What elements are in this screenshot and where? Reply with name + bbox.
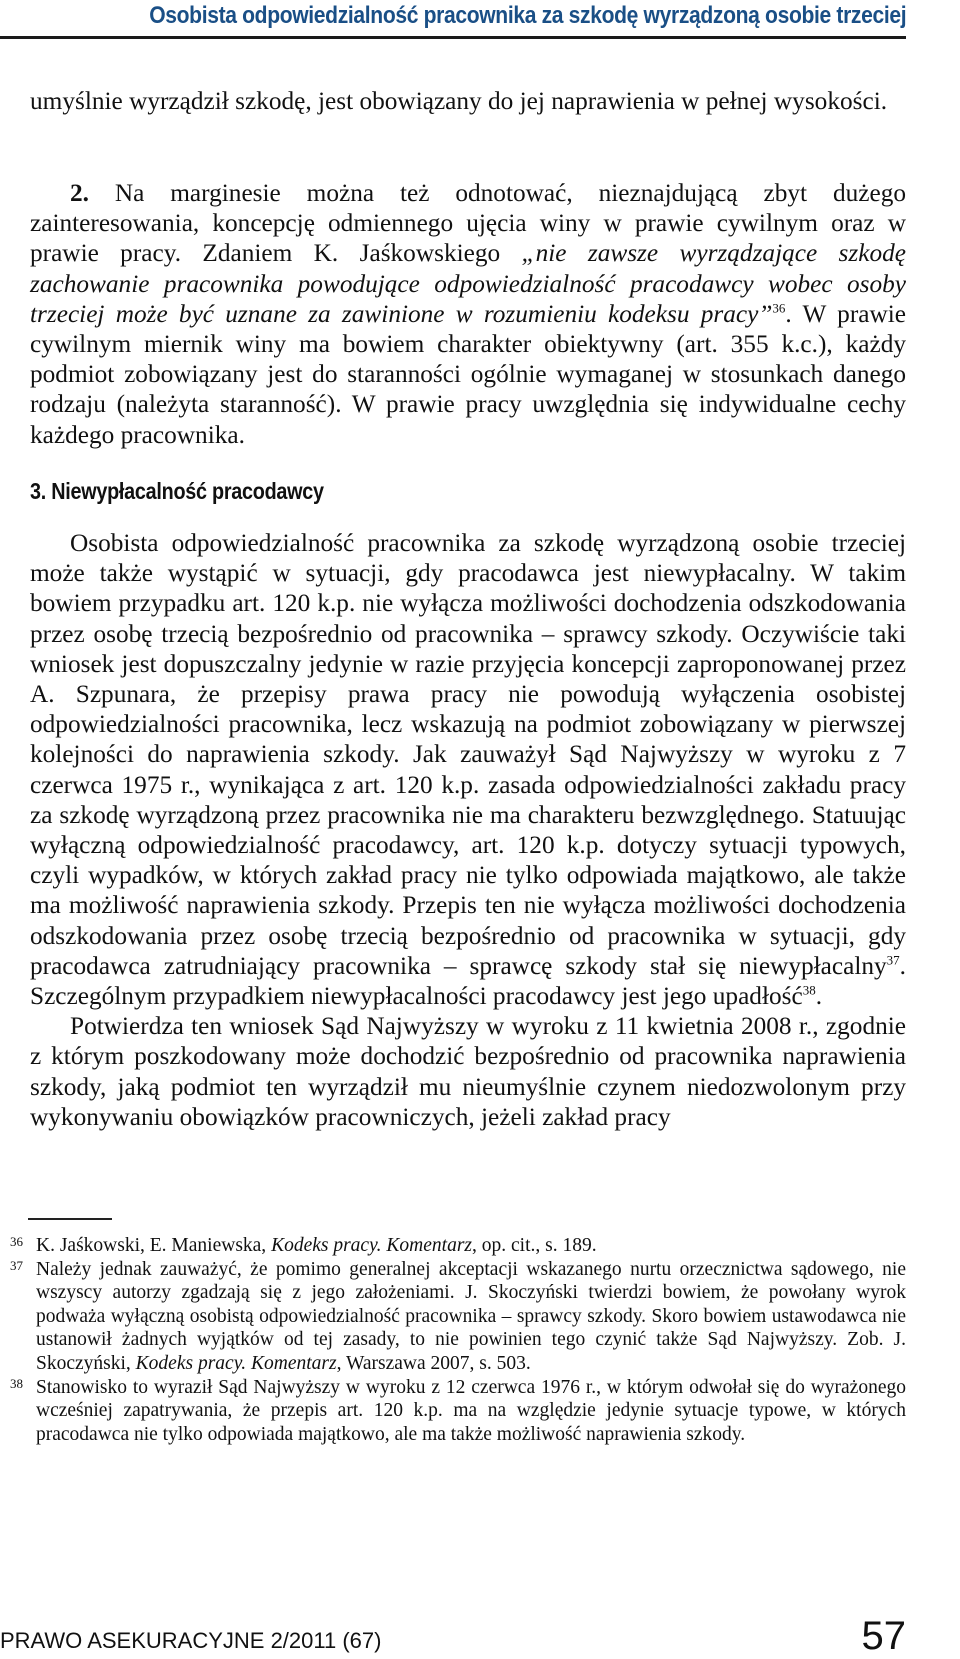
footnote-number: 36 [10, 1234, 23, 1249]
footnote-text-after: , op. cit., s. 189. [472, 1235, 597, 1256]
footnote-37 [10, 1258, 906, 1376]
header-rule [0, 36, 906, 39]
section-3-para1-part2: . Szczególnym przypadkiem niewypłacalności pracodawcy jest jego upadłość [30, 951, 906, 1011]
intro-paragraph: umyślnie wyrządził szkodę, jest obowiązany do jej naprawienia w pełnej wysokości. [30, 87, 888, 115]
journal-name: PRAWO ASEKURACYJNE 2/2011 (67) [0, 1628, 382, 1653]
footnote-text: K. Jaśkowski, E. Maniewska, [36, 1235, 272, 1256]
footnotes [10, 1234, 906, 1446]
point-2-block [30, 178, 906, 450]
footnote-36 [10, 1234, 906, 1258]
page-number: 57 [861, 1614, 906, 1658]
section-3-body [30, 528, 906, 1132]
footnote-ref-37: 37 [886, 952, 900, 968]
footnote-ref-38: 38 [802, 982, 816, 998]
footnote-number: 37 [10, 1257, 23, 1273]
footnote-ref-36: 36 [772, 300, 786, 316]
footnote-number: 38 [10, 1375, 23, 1391]
footnote-text-after: , Warszawa 2007, s. 503. [336, 1352, 531, 1374]
footnote-38 [10, 1376, 906, 1447]
footnote-text: Stanowisko to wyraził Sąd Najwyższy w wyroku z 12 czerwca 1976 r., w którym odwołał się do wyrażonego wcześniej zapatrywania, że przepis art. 120 k.p. ma na względzie jedynie sytuacje typowe, w których pracodawca nie tylko odpowiada majątkowo, ale ma także możliwość naprawienia szkody. [36, 1376, 906, 1445]
point-2-quote: „nie zawsze wyrządzające szkodę zachowanie pracownika powodujące odpowiedzialność pracodawcy wobec osoby trzeciej może być uznane za zawinione w rozumieniu kodeksu pracy” [30, 239, 906, 328]
point-2-text-before-quote: Na marginesie można też odnotować, nieznajdującą zbyt dużego zainteresowania, koncepcję odmiennego ujęcia winy w prawie cywilnym oraz w prawie pracy. Zdaniem K. Jaśkowskiego [30, 179, 906, 268]
section-3-heading: 3. Niewypłacalność pracodawcy [30, 478, 324, 504]
section-3-para1-part1: Osobista odpowiedzialność pracownika za szkodę wyrządzoną osobie trzeciej może także wystąpić w sytuacji, gdy pracodawca jest niewypłacalny. W takim bowiem przypadku art. 120 k.p. nie wyłącza możliwości dochodzenia odszkodowania przez osobę trzecią bezpośrednio od pracownika – sprawcy szkody. Oczywiście taki wniosek jest dopuszczalny jedynie w razie przyjęcia koncepcji zaproponowanej przez A. Szpunara, że przepisy prawa pracy nie powodują wyłączenia osobistej odpowiedzialności pracownika, lecz wskazują na podmiot zobowiązany w pierwszej kolejności do naprawienia szkody. Jak zauważył Sąd Najwyższy w wyroku z 7 czerwca 1975 r., wynikająca z art. 120 k.p. zasada odpowiedzialności zakładu pracy za szkodę wyrządzoną przez pracownika nie ma charakteru bezwzględnego. Statuując wyłączną odpowiedzialność pracodawcy, art. 120 k.p. dotyczy sytuacji typowych, czyli wypadków, w których zakład pracy nie tylko odpowiada majątkowo, ale także ma możliwość naprawienia szkody. Przepis ten nie wyłącza możliwości dochodzenia odszkodowania przez osobę trzecią bezpośrednio od pracownika w sytuacji, gdy pracodawca zatrudniający pracownika – sprawcę szkody stał się niewypłacalny [30, 529, 906, 980]
footnote-italic: Kodeks pracy. Komentarz [271, 1235, 473, 1256]
intro-continuation [30, 86, 906, 116]
section-3-para1-part3: . [815, 982, 823, 1011]
footnote-italic: Kodeks pracy. Komentarz [135, 1352, 337, 1374]
section-3-paragraph-2: Potwierdza ten wniosek Sąd Najwyższy w wyroku z 11 kwietnia 2008 r., zgodnie z którym poszkodowany może dochodzić bezpośrednio od pracownika naprawienia szkody, jaką podmiot ten wyrządził mu nieumyślnie czynem niedozwolonym przy wykonywaniu obowiązków pracowniczych, jeżeli zakład pracy [30, 1012, 906, 1131]
running-header [0, 0, 906, 40]
footnote-separator [28, 1218, 112, 1220]
page-footer [0, 1614, 906, 1659]
point-2-number: 2. [70, 179, 89, 207]
footnote-text: Należy jednak zauważyć, że pomimo generalnej akceptacji wskazanego nurtu orzecznictwa sądowego, nie wszyscy autorzy zgadzają się z jego założeniami. J. Skoczyński twierdzi bowiem, że powołany wyrok podważa wyłączną osobistą odpowiedzialność pracownika – sprawcy szkody. Skoro bowiem ustawodawca nie ustanowił żadnych wyjątków od tej zasady, to nie powinien tego czynić także Sąd Najwyższy. Zob. J. Skoczyński, [36, 1258, 906, 1374]
point-2-paragraph [30, 178, 906, 450]
running-title: Osobista odpowiedzialność pracownika za szkodę wyrządzoną osobie trzeciej [148, 2, 906, 29]
section-3-paragraph-1 [30, 528, 906, 1011]
point-2-text-after-quote: . W prawie cywilnym miernik winy ma bowiem charakter obiektywny (art. 355 k.c.), każdy podmiot zobowiązany jest do staranności ogólnie wymaganej w stosunkach danego rodzaju (należyta staranność). W prawie pracy uwzględnia się indywidualne cechy każdego pracownika. [30, 299, 907, 449]
